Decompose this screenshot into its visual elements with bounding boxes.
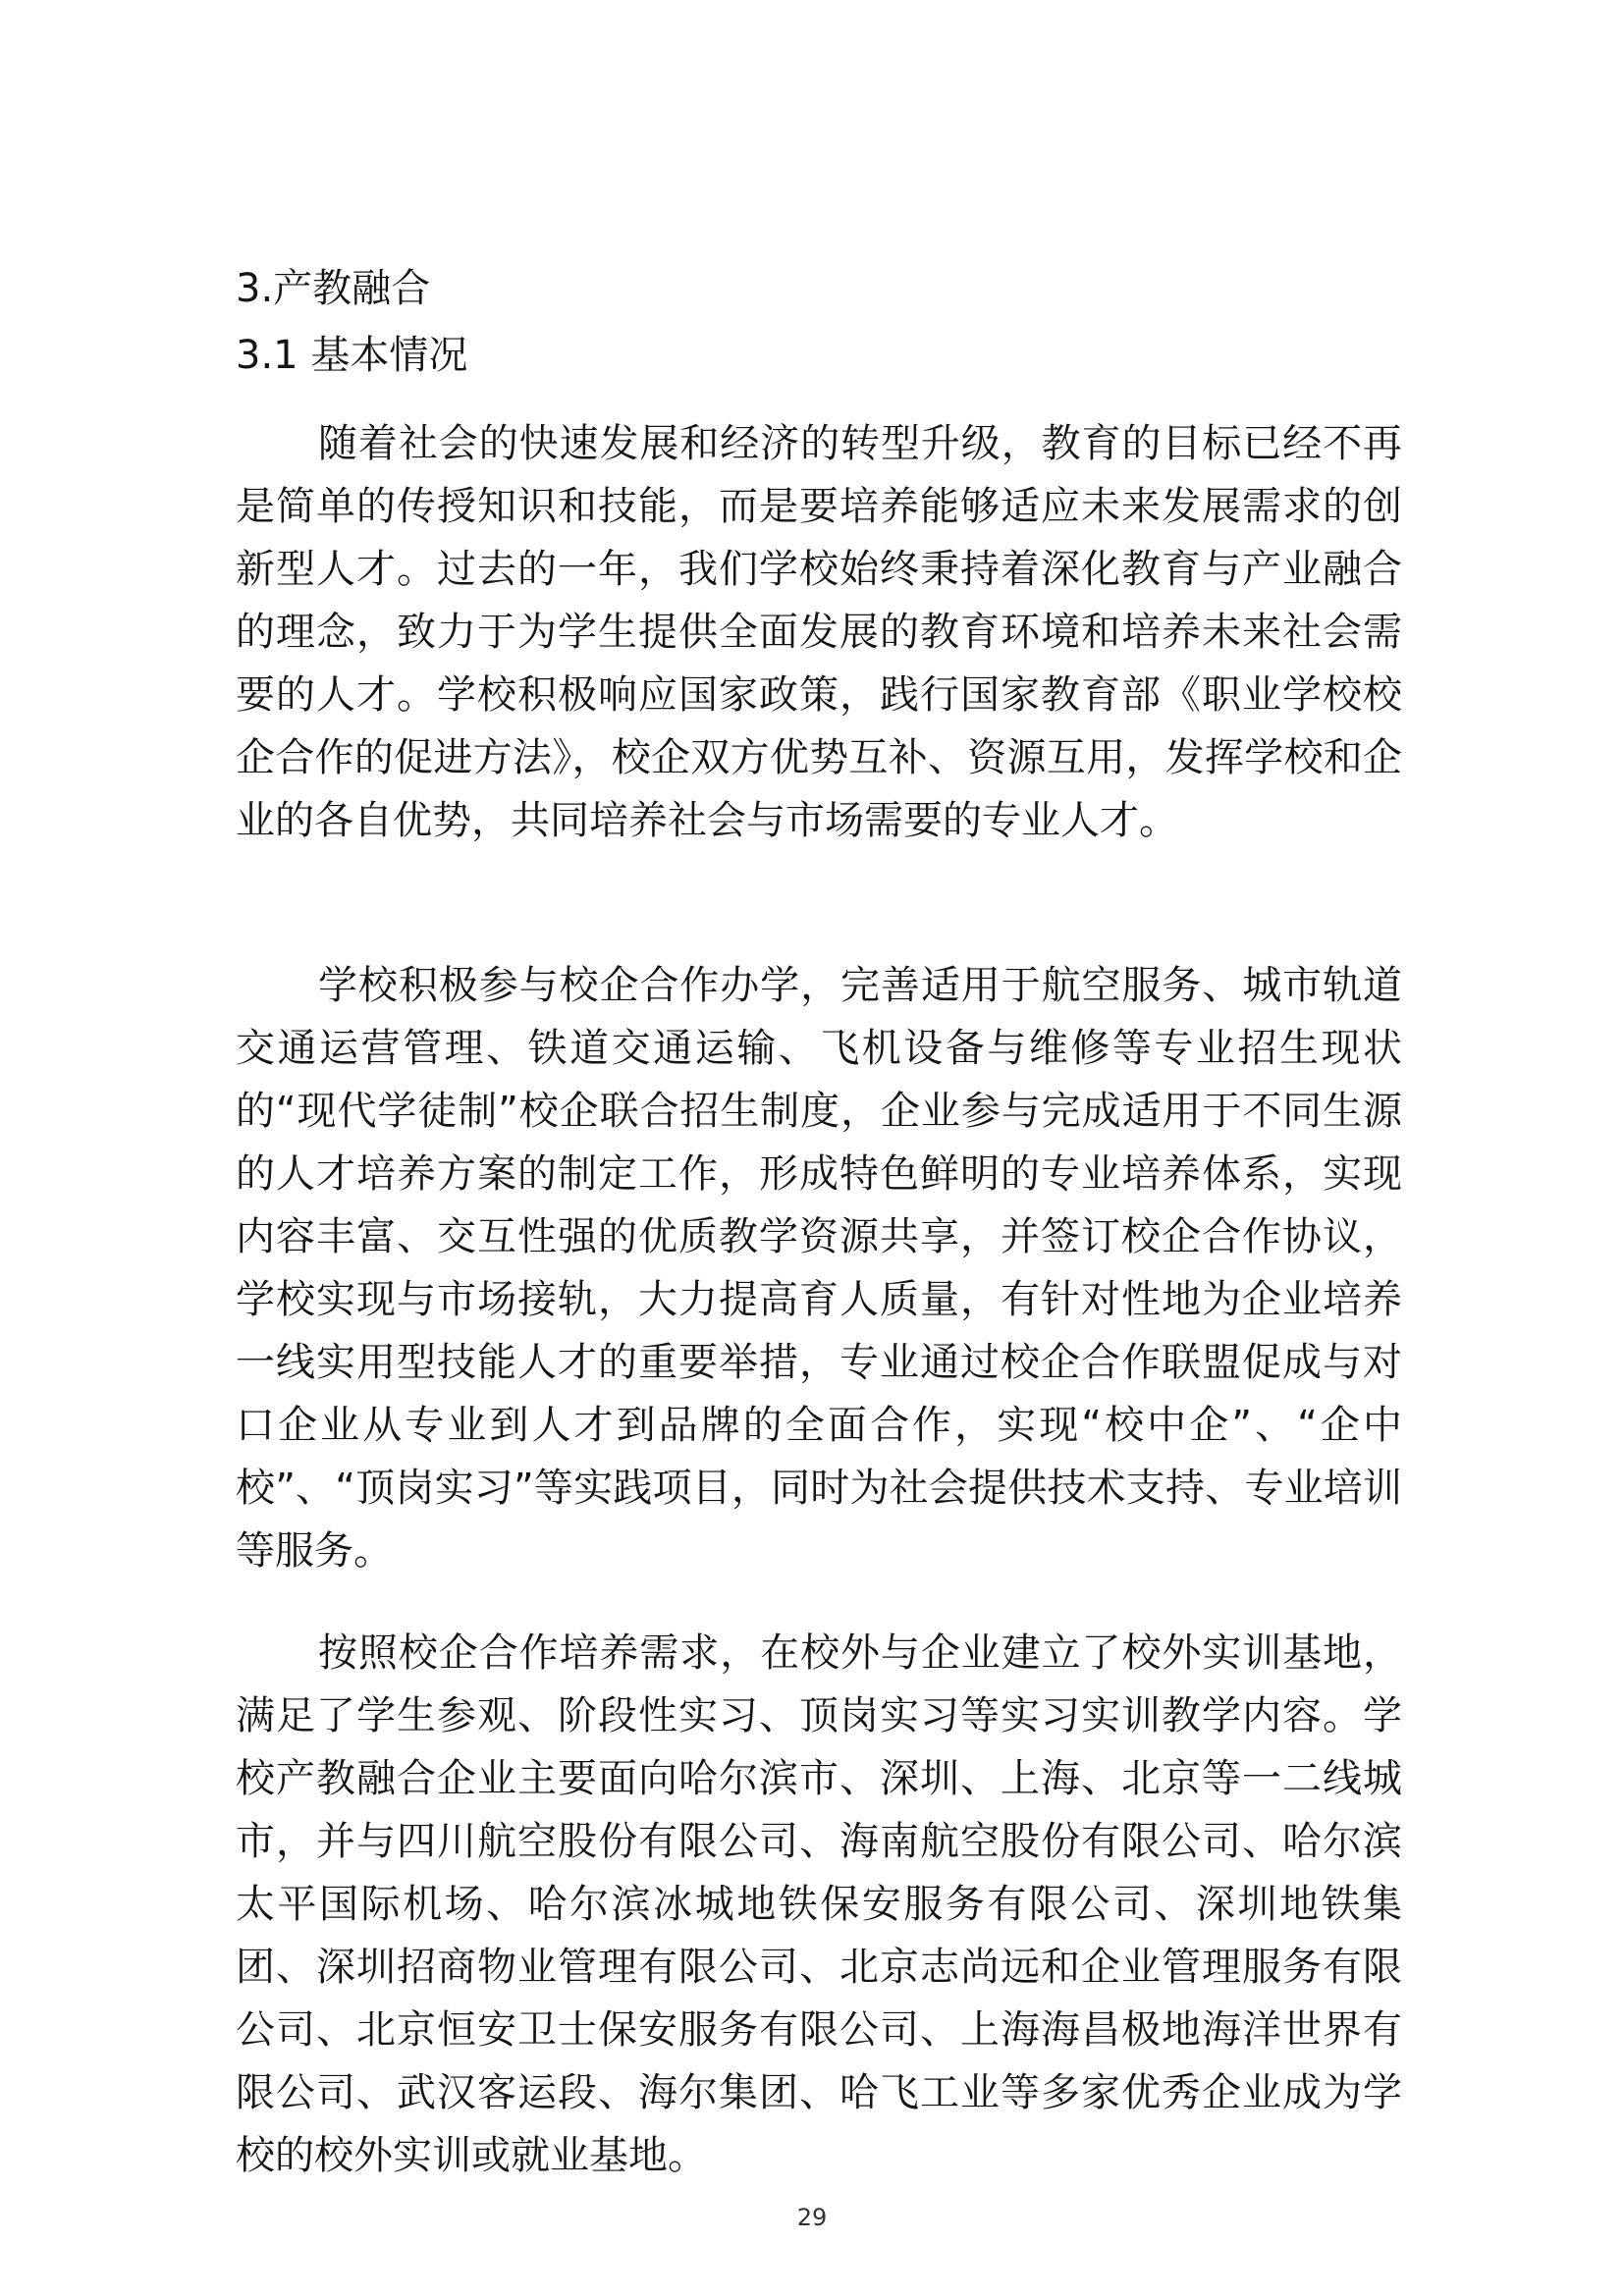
paragraph-cooperation: 学校积极参与校企合作办学，完善适用于航空服务、城市轨道交通运营管理、铁道交通运输、飞机设备与维修等专业招生现状的“现代学徒制”校企联合招生制度，企业参与完成适用于不同生源的人才培养方案的制定工作，形成特色鲜明的专业培养体系，实现内容丰富、交互性强的优质教学资源共享，并签订校企合作协议，学校实现与市场接轨，大力提高育人质量，有针对性地为企业培养一线实用型技能人才的重要举措，专业通过校企合作联盟促成与对口企业从专业到人才到品牌的全面合作，实现“校中企”、“企中校”、“顶岗实习”等实践项目，同时为社会提供技术支持、专业培训等服务。 [236, 963, 1402, 1574]
section-heading: 3.产教融合 [236, 266, 431, 311]
paragraph-training-bases: 按照校企合作培养需求，在校外与企业建立了校外实训基地，满足了学生参观、阶段性实习、顶岗实习等实习实训教学内容。学校产教融合企业主要面向哈尔滨市、深圳、上海、北京等一二线城市，并与四川航空股份有限公司、海南航空股份有限公司、哈尔滨太平国际机场、哈尔滨冰城地铁保安服务有限公司、深圳地铁集团、深圳招商物业管理有限公司、北京志尚远和企业管理服务有限公司、北京恒安卫士保安服务有限公司、上海海昌极地海洋世界有限公司、武汉客运段、海尔集团、哈飞工业等多家优秀企业成为学校的校外实训或就业基地。 [236, 1630, 1402, 2178]
paragraph-intro: 随着社会的快速发展和经济的转型升级，教育的目标已经不再是简单的传授知识和技能，而是要培养能够适应未来发展需求的创新型人才。过去的一年，我们学校始终秉持着深化教育与产业融合的理念，致力于为学生提供全面发展的教育环境和培养未来社会需要的人才。学校积极响应国家政策，践行国家教育部《职业学校校企合作的促进方法》，校企双方优势互补、资源互用，发挥学校和企业的各自优势，共同培养社会与市场需要的专业人才。 [236, 421, 1402, 843]
page-number: 29 [796, 2204, 828, 2231]
subsection-heading: 3.1 基本情况 [236, 333, 468, 378]
